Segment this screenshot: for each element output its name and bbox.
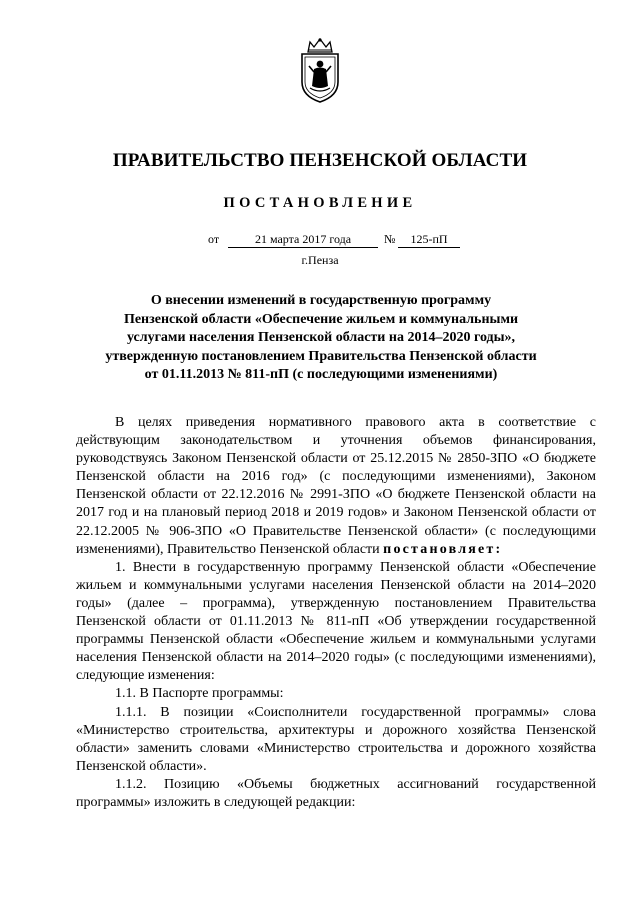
- document-date: 21 марта 2017 года: [228, 232, 378, 248]
- heading-line: услугами населения Пензенской области на 2014–2020 годы»,: [126, 330, 516, 345]
- preamble-text: В целях приведения нормативного правового акта в соответствие с действующим законодательством и уточнения объемов финансирования, руководствуясь Законом Пензенской области от 25.12.2015 № 2850-ЗПО «О бюджете Пензенской области на 2016 год» (с последующими изменениями), Законом Пензенской области от 22.12.2016 № 2991-ЗПО «О бюджете Пензенской области на 2017 год и на плановый период 2018 и 2019 годов» и Законом Пензенской области от 22.12.2005 № 906-ЗПО «О Правительстве Пензенской области» (с последующими изменениями), Правительство Пензенской области: [76, 415, 596, 557]
- date-prefix: от: [208, 232, 220, 246]
- number-sign: №: [384, 232, 396, 246]
- city-name: г.Пенза: [301, 253, 339, 267]
- document-type: ПОСТАНОВЛЕНИЕ: [223, 195, 417, 211]
- document-number: 125-пП: [398, 232, 460, 248]
- heading-line: утвержденную постановлением Правительства Пензенской области: [105, 348, 537, 364]
- document-body: [76, 414, 596, 812]
- government-title: ПРАВИТЕЛЬСТВО ПЕНЗЕНСКОЙ ОБЛАСТИ: [112, 150, 528, 171]
- item-1-1-paragraph: 1.1. В Паспорте программы:: [115, 686, 284, 702]
- item-1-1-1-paragraph: 1.1.1. В позиции «Соисполнители государственной программы» слова «Министерство строительства, архитектуры и дорожного хозяйства Пензенской области» заменить словами «Министерство строительства и дорожного хозяйства Пензенской области».: [76, 704, 596, 774]
- heading-line: от 01.11.2013 № 811-пП (с последующими изменениями): [144, 367, 498, 382]
- coat-of-arms-emblem: [298, 38, 342, 104]
- heading-line: О внесении изменений в государственную программу: [150, 293, 492, 308]
- heading-line: Пензенской области «Обеспечение жильем и коммунальными: [123, 311, 519, 327]
- document-heading: [60, 292, 582, 385]
- item-1-1-2-paragraph: 1.1.2. Позицию «Объемы бюджетных ассигнований государственной программы» изложить в следующей редакции:: [76, 776, 596, 810]
- resolves-word: постановляет:: [383, 541, 503, 557]
- item-1-paragraph: 1. Внести в государственную программу Пензенской области «Обеспечение жильем и коммунальными услугами населения Пензенской области на 2014–2020 годы» (далее – программа), утвержденную постановлением Правительства Пензенской области от 01.11.2013 № 811-пП «Об утверждении государственной программы Пензенской области «Обеспечение жильем и коммунальными услугами населения Пензенской области на 2014–2020 годы» (с последующими изменениями), следующие изменения:: [76, 559, 596, 684]
- preamble-paragraph: [76, 414, 596, 559]
